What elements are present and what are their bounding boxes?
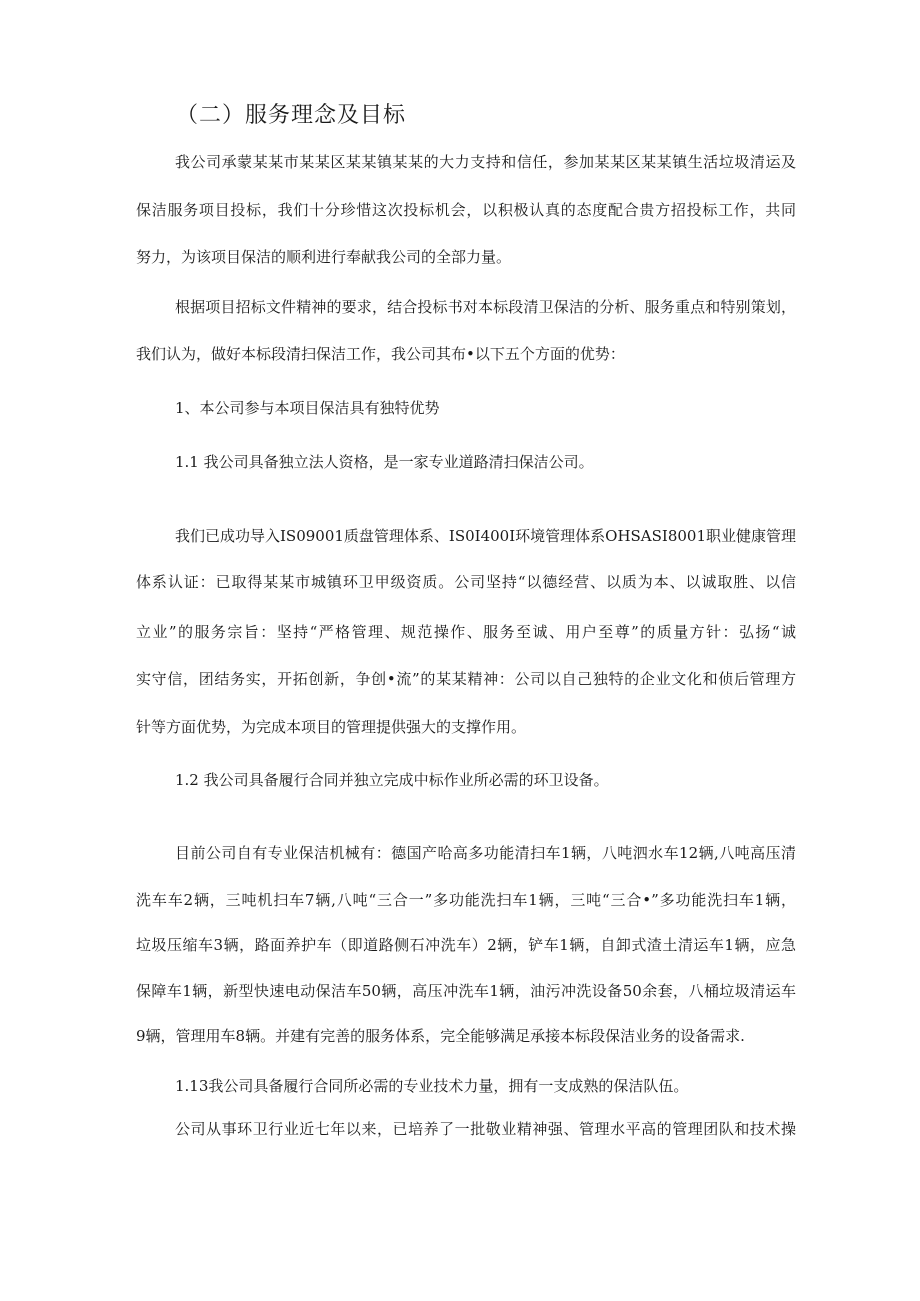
paragraph-line: 保障车1辆，新型快速电动保洁车50辆，高压冲洗车1辆，油污冲洗设备50余套，八桶垃圾清运车 xyxy=(136,982,796,1000)
list-item-heading: 1.1 我公司具备独立法人资格，是一家专业道路清扫保洁公司。 xyxy=(175,453,594,471)
list-item-heading: 1、本公司参与本项目保洁具有独特优势 xyxy=(175,399,440,417)
paragraph-line: 垃圾压缩车3辆，路面养护车（即道路侧石冲洗车）2辆，铲车1辆，自卸式渣土清运车1辆，应急 xyxy=(136,936,796,954)
list-item-heading: 1.2 我公司具备履行合同并独立完成中标作业所必需的环卫设备。 xyxy=(175,771,609,789)
paragraph-line: 公司从事环卫行业近七年以来，已培养了一批敬业精神强、管理水平高的管理团队和技术操 xyxy=(175,1120,796,1138)
paragraph-line: 实守信，团结务实，开拓创新，争创•流”的某某精神：公司以自己独特的企业文化和侦后管理方 xyxy=(136,670,796,688)
paragraph-line: 根据项目招标文件精神的要求，结合投标书对本标段清卫保洁的分析、服务重点和特别策划， xyxy=(175,298,796,316)
paragraph-line: 我们已成功导入IS09001质盘管理体系、IS0I400I环境管理体系OHSASI8001职业健康管理 xyxy=(175,527,797,545)
paragraph-line: 我公司承蒙某某巿某某区某某镇某某的大力支持和信任，参加某某区某某镇生活垃圾清运及 xyxy=(175,153,796,171)
paragraph-line: 洗车车2辆，三吨机扫车7辆,八吨“三合一”多功能洗扫车1辆，三吨“三合•”多功能洗扫车1辆， xyxy=(136,891,796,909)
paragraph-line: 体系认证：已取得某某市城镇环卫甲级资质。公司坚持“以德经营、以质为本、以诚取胜、以信 xyxy=(136,573,796,591)
list-item-heading: 1.13我公司具备履行合同所必需的专业技术力量，拥有一支成熟的保洁队伍。 xyxy=(175,1077,689,1095)
paragraph-line: 目前公司自有专业保洁机械有：德国产哈高多功能清扫车1辆，八吨泗水车12辆,八吨高压清 xyxy=(175,844,796,862)
paragraph-line: 我们认为，做好本标段清扫保洁工作，我公司其布•以下五个方面的优势： xyxy=(136,345,625,363)
paragraph-line: 立业”的服务宗旨：坚持“严格管理、规范操作、服务至诚、用户至尊”的质量方针：弘扬“诚 xyxy=(136,623,796,641)
paragraph-line: 保洁服务项目投标，我们十分珍惜这次投标机会，以积极认真的态度配合贵方招投标工作，共同 xyxy=(136,201,796,219)
paragraph-line: 针等方面优势，为完成本项目的管理提供强大的支撑作用。 xyxy=(136,718,527,736)
section-heading: （二）服务理念及目标 xyxy=(176,103,407,128)
paragraph-line: 努力，为该项目保洁的顺利进行奉献我公司的全部力量。 xyxy=(136,248,512,266)
paragraph-line: 9辆，管理用车8辆。并建有完善的服务体系，完全能够满足承接本标段保洁业务的设备需求. xyxy=(136,1027,745,1045)
